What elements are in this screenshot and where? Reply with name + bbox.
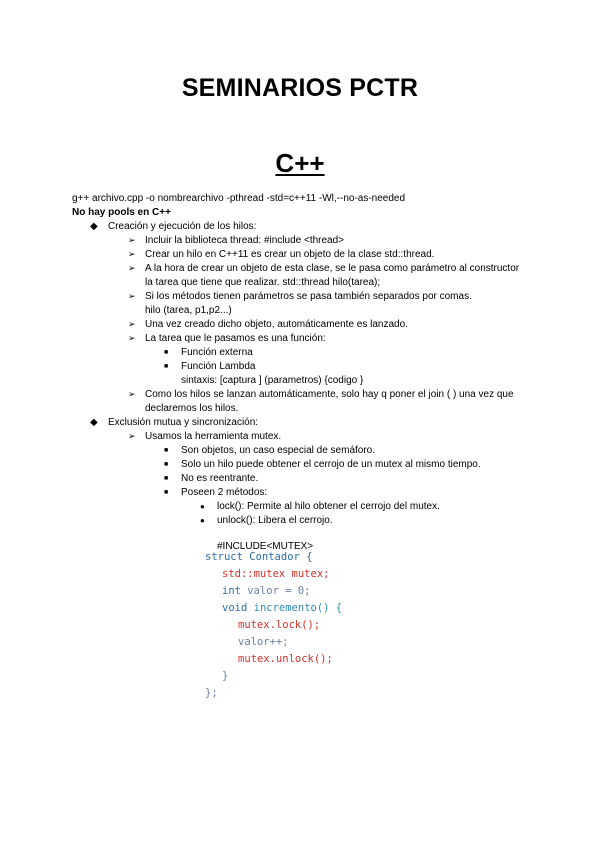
code-text: Contador { [242, 551, 313, 563]
code-line: valor++; [238, 636, 289, 648]
code-line [205, 549, 312, 566]
code-keyword: int [222, 585, 241, 597]
section-heading-threads: Creación y ejecución de los hilos: [108, 221, 257, 232]
arrow-bullet-icon: ➢ [128, 319, 136, 329]
list-item: A la hora de crear un objeto de esta clase, se le pasa como parámetro al constructor [145, 263, 520, 274]
sub-list-item: Función externa [181, 347, 253, 358]
code-line: std::mutex mutex; [222, 568, 330, 580]
arrow-bullet-icon: ➢ [128, 389, 136, 399]
section-heading-mutex: Exclusión mutua y sincronización: [108, 417, 259, 428]
square-bullet-icon: ■ [164, 349, 169, 356]
code-line [222, 600, 342, 617]
list-item: Usamos la herramienta mutex. [145, 431, 282, 442]
diamond-bullet-icon: ◆ [90, 417, 98, 428]
list-item: Crear un hilo en C++11 es crear un objeto de la clase std::thread. [145, 249, 435, 260]
code-line: } [222, 670, 229, 682]
dot-bullet-icon: ● [200, 516, 205, 525]
list-item: Incluir la biblioteca thread: #include <thread> [145, 235, 345, 246]
code-keyword: void [222, 602, 248, 614]
arrow-bullet-icon: ➢ [128, 249, 136, 259]
method-item-lock: lock(): Permite al hilo obtener el cerrojo del mutex. [217, 501, 440, 512]
square-bullet-icon: ■ [164, 475, 169, 482]
code-line [222, 583, 311, 600]
sub-list-item: No es reentrante. [181, 473, 259, 484]
list-item-continuation: hilo (tarea, p1,p2...) [145, 305, 232, 316]
code-text: incremento() { [247, 602, 343, 614]
arrow-bullet-icon: ➢ [128, 431, 136, 441]
square-bullet-icon: ■ [164, 461, 169, 468]
code-keyword: struct [205, 551, 243, 563]
compile-command: g++ archivo.cpp -o nombrearchivo -pthread -std=c++11 -Wl,--no-as-needed [72, 193, 406, 204]
code-line: mutex.unlock(); [238, 653, 333, 665]
list-item-continuation: declaremos los hilos. [145, 403, 239, 414]
arrow-bullet-icon: ➢ [128, 333, 136, 343]
square-bullet-icon: ■ [164, 363, 169, 370]
include-mutex-line: #INCLUDE<MUTEX> [217, 541, 314, 552]
code-text: valor = 0; [240, 585, 311, 597]
square-bullet-icon: ■ [164, 447, 169, 454]
list-item: Una vez creado dicho objeto, automáticamente es lanzado. [145, 319, 408, 330]
section-title-cpp: C++ [275, 148, 325, 178]
method-item-unlock: unlock(): Libera el cerrojo. [217, 515, 333, 526]
dot-bullet-icon: ● [200, 502, 205, 511]
sub-list-item: Poseen 2 métodos: [181, 487, 268, 498]
square-bullet-icon: ■ [164, 489, 169, 496]
page-title: SEMINARIOS PCTR [181, 74, 419, 102]
sub-list-item: Son objetos, un caso especial de semáforo. [181, 445, 376, 456]
code-line: }; [205, 687, 218, 699]
arrow-bullet-icon: ➢ [128, 291, 136, 301]
list-item: Como los hilos se lanzan automáticamente, solo hay q poner el join ( ) una vez que [145, 389, 514, 400]
list-item-continuation: la tarea que tiene que realizar. std::thread hilo(tarea); [145, 277, 381, 288]
sub-list-item: Solo un hilo puede obtener el cerrojo de un mutex al mismo tiempo. [181, 459, 481, 470]
list-item: La tarea que le pasamos es una función: [145, 333, 326, 344]
code-line: mutex.lock(); [238, 619, 321, 631]
arrow-bullet-icon: ➢ [128, 235, 136, 245]
lambda-syntax: sintaxis: [captura ] (parametros) {codigo } [181, 375, 364, 386]
diamond-bullet-icon: ◆ [90, 221, 98, 232]
arrow-bullet-icon: ➢ [128, 263, 136, 273]
sub-list-item: Función Lambda [181, 361, 256, 372]
no-pools-note: No hay pools en C++ [72, 207, 171, 218]
list-item: Si los métodos tienen parámetros se pasa también separados por comas. [145, 291, 472, 302]
